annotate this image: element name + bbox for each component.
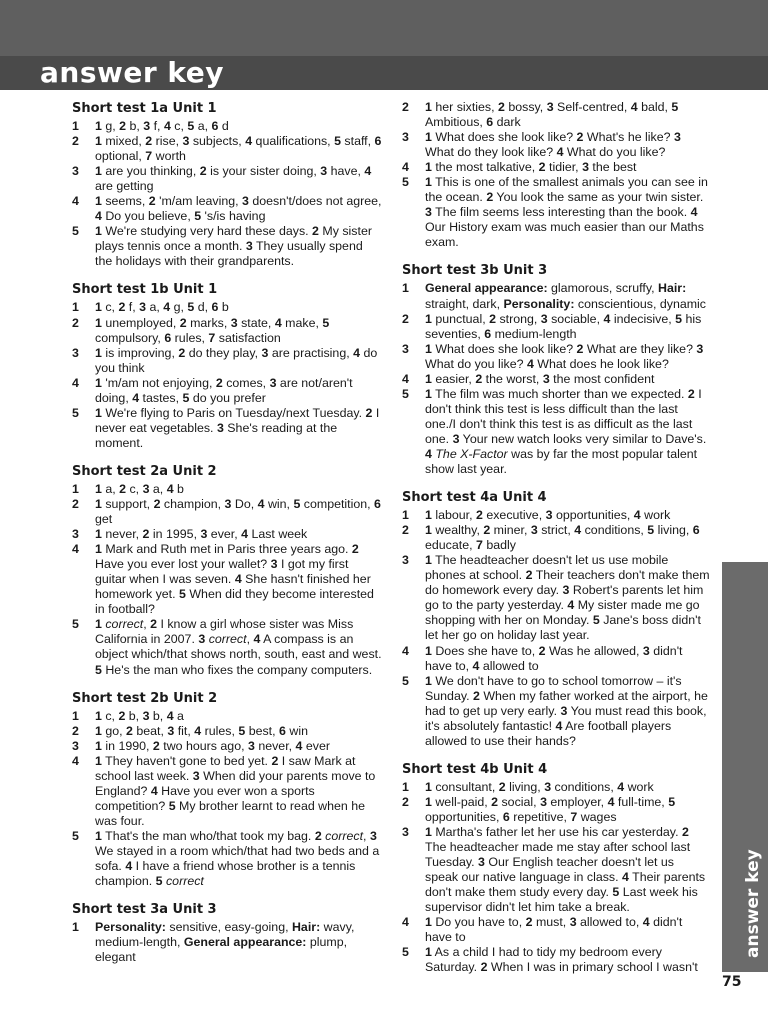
answer-item — [402, 130, 710, 160]
answer-item — [72, 376, 382, 406]
answer-text: 1 What does she look like? 2 What are they like? 3 What do you like? 4 What does he look like? — [425, 341, 704, 371]
exercise-number: 3 — [402, 341, 409, 356]
answer-item — [402, 553, 710, 643]
exercise-number: 5 — [402, 386, 409, 401]
answer-text: 1 punctual, 2 strong, 3 sociable, 4 indecisive, 5 his seventies, 6 medium-length — [425, 311, 702, 341]
answer-text: 1 in 1990, 2 two hours ago, 3 never, 4 ever — [95, 738, 330, 753]
answer-item — [72, 709, 382, 724]
answer-item — [72, 724, 382, 739]
answer-text: 1 They haven't gone to bed yet. 2 I saw Mark at school last week. 3 When did your parents move to England? 4 Have you ever won a sports competition? 5 My brother learnt to read when he was four. — [95, 753, 376, 828]
answer-text: 1 the most talkative, 2 tidier, 3 the best — [425, 160, 637, 175]
exercise-number: 2 — [402, 100, 409, 114]
exercise-number: 1 — [402, 281, 409, 296]
answer-text: 1 c, 2 f, 3 a, 4 g, 5 d, 6 b — [95, 300, 229, 315]
answer-text: 1 'm/am not enjoying, 2 comes, 3 are not/aren't doing, 4 tastes, 5 do you prefer — [95, 375, 353, 405]
answer-text: 1 consultant, 2 living, 3 conditions, 4 work — [425, 779, 654, 794]
top-banner — [0, 0, 768, 56]
answer-item — [72, 119, 382, 134]
exercise-number: 2 — [402, 311, 409, 326]
answer-text: 1 The headteacher doesn't let us use mobile phones at school. 2 Their teachers don't make them do homework every day. 3 Robert's parents let him go to the party yesterday. 4 My sister made me go shopping with her on Monday. 5 Jane's boss didn't let her go on holiday last year. — [425, 553, 710, 643]
answer-item — [402, 644, 710, 674]
exercise-number: 5 — [402, 175, 409, 190]
exercise-number: 4 — [72, 542, 79, 557]
answer-text: 1 a, 2 c, 3 a, 4 b — [95, 481, 184, 496]
answer-section — [402, 489, 710, 749]
answer-text: 1 labour, 2 executive, 3 opportunities, 4 work — [425, 508, 671, 523]
answer-item — [72, 300, 382, 315]
answer-section — [402, 761, 710, 976]
exercise-number: 5 — [402, 673, 409, 688]
exercise-number: 4 — [402, 643, 409, 658]
answer-item — [402, 281, 710, 311]
exercise-number: 2 — [72, 134, 79, 149]
exercise-number: 2 — [72, 723, 79, 738]
answer-item — [402, 795, 710, 825]
exercise-number: 2 — [72, 315, 79, 330]
answer-item — [72, 754, 382, 829]
exercise-number: 5 — [402, 945, 409, 960]
answer-item — [402, 945, 710, 975]
exercise-number: 3 — [72, 738, 79, 753]
answer-text: 1 are you thinking, 2 is your sister doing, 3 have, 4 are getting — [95, 164, 372, 194]
exercise-number: 4 — [72, 375, 79, 390]
answer-text: 1 Martha's father let her use his car yesterday. 2 The headteacher made me stay after school last Tuesday. 3 Our English teacher doesn't let us speak our native language in class. 4 Their parents don't make them study every day. 5 Last week his supervisor didn't let him take a break. — [425, 824, 706, 915]
side-tab-label: answer key — [743, 849, 763, 958]
answer-text: 1 mixed, 2 rise, 3 subjects, 4 qualifications, 5 staff, 6 optional, 7 worth — [95, 134, 382, 164]
section-title: Short test 4a Unit 4 — [402, 490, 547, 506]
header-band — [0, 56, 768, 90]
answer-text: 1 never, 2 in 1995, 3 ever, 4 Last week — [95, 527, 308, 542]
answer-item — [72, 829, 382, 889]
exercise-number: 3 — [72, 164, 79, 179]
answer-item — [402, 387, 710, 477]
answer-item — [402, 825, 710, 915]
answer-item — [72, 482, 382, 497]
answer-text: 1 We're flying to Paris on Tuesday/next Tuesday. 2 I never eat vegetables. 3 She's reading at the moment. — [95, 405, 380, 450]
answer-item — [72, 194, 382, 224]
exercise-number: 3 — [402, 824, 409, 839]
exercise-number: 5 — [72, 405, 79, 420]
section-title: Short test 3a Unit 3 — [72, 902, 217, 918]
answer-item — [72, 316, 382, 346]
exercise-number: 5 — [72, 828, 79, 843]
answer-text: 1 We don't have to go to school tomorrow – it's Sunday. 2 When my father worked at the airport, he had to get up very early. 3 You must read this book, it's absolutely fantastic! 4 Are football players allowed to use their hands? — [425, 673, 708, 748]
exercise-number: 1 — [402, 779, 409, 794]
answer-text: 1 Does she have to, 2 Was he allowed, 3 didn't have to, 4 allowed to — [425, 643, 683, 673]
answer-item — [402, 312, 710, 342]
exercise-number: 4 — [402, 915, 409, 930]
answer-text: Personality: sensitive, easy-going, Hair: wavy, medium-length, General appearance: plump, elegant — [95, 920, 355, 965]
answer-text: General appearance: glamorous, scruffy, Hair: straight, dark, Personality: conscientious, dynamic — [425, 281, 706, 311]
answer-text: 1 easier, 2 the worst, 3 the most confident — [425, 371, 655, 386]
exercise-number: 4 — [402, 371, 409, 386]
answer-item — [72, 739, 382, 754]
answer-item — [72, 134, 382, 164]
section-title: Short test 1b Unit 1 — [72, 282, 218, 298]
exercise-number: 1 — [72, 920, 79, 935]
exercise-number: 4 — [402, 160, 409, 175]
exercise-number: 5 — [72, 617, 79, 632]
answer-text: 1 What does she look like? 2 What's he like? 3 What do they look like? 4 What do you like? — [425, 130, 681, 160]
page-title: answer key — [40, 56, 225, 89]
answer-text: 1 unemployed, 2 marks, 3 state, 4 make, 5 compulsory, 6 rules, 7 satisfaction — [95, 315, 330, 345]
exercise-number: 4 — [72, 753, 79, 768]
answer-item — [402, 175, 710, 250]
answer-text: 1 well-paid, 2 social, 3 employer, 4 full-time, 5 opportunities, 6 repetitive, 7 wages — [425, 794, 676, 824]
side-tab — [722, 562, 768, 972]
answer-text: 1 go, 2 beat, 3 fit, 4 rules, 5 best, 6 win — [95, 723, 308, 738]
section-title: Short test 2a Unit 2 — [72, 463, 217, 479]
exercise-number: 2 — [402, 794, 409, 809]
exercise-number: 1 — [72, 119, 79, 133]
answer-item — [72, 406, 382, 451]
answer-item — [72, 920, 382, 965]
answer-text: 1 g, 2 b, 3 f, 4 c, 5 a, 6 d — [95, 119, 229, 133]
answer-section — [72, 463, 382, 678]
answer-item — [402, 160, 710, 175]
answer-item — [402, 674, 710, 749]
answer-section — [72, 100, 382, 269]
answer-item — [402, 780, 710, 795]
answer-text: 1 We're studying very hard these days. 2 My sister plays tennis once a month. 3 They usually spend the holidays with their grandparents. — [95, 224, 372, 269]
answer-item — [72, 527, 382, 542]
section-title: Short test 2b Unit 2 — [72, 690, 218, 706]
answer-text: 1 support, 2 champion, 3 Do, 4 win, 5 competition, 6 get — [95, 496, 381, 527]
exercise-number: 1 — [402, 508, 409, 523]
section-title: Short test 3b Unit 3 — [402, 263, 548, 279]
answer-item — [402, 100, 710, 130]
answer-item — [72, 346, 382, 376]
answer-text: 1 is improving, 2 do they play, 3 are practising, 4 do you think — [95, 345, 378, 375]
answer-text: 1 her sixties, 2 bossy, 3 Self-centred, 4 bald, 5 Ambitious, 6 dark — [425, 100, 679, 130]
answer-text: 1 That's the man who/that took my bag. 2 correct, 3 We stayed in a room which/that had two beds and a sofa. 4 I have a friend whose brother is a tennis champion. 5 correct — [95, 828, 380, 889]
answer-item — [402, 508, 710, 523]
exercise-number: 2 — [72, 496, 79, 511]
exercise-number: 4 — [72, 194, 79, 209]
exercise-number: 2 — [402, 523, 409, 538]
section-title: Short test 1a Unit 1 — [72, 101, 217, 116]
answer-text: 1 correct, 2 I know a girl whose sister was Miss California in 2007. 3 correct, 4 A compass is an object which/that shows north, south, east and west. 5 He's the man who fixes the company computers. — [95, 617, 382, 677]
right-column — [402, 100, 710, 975]
answer-text: 1 As a child I had to tidy my bedroom every Saturday. 2 When I was in primary school I wasn't — [425, 945, 698, 975]
answer-item — [72, 542, 382, 617]
answer-text: 1 seems, 2 'm/am leaving, 3 doesn't/does not agree, 4 Do you believe, 5 's/is having — [95, 194, 382, 224]
answer-item — [72, 164, 382, 194]
exercise-number: 3 — [72, 527, 79, 542]
answer-item — [402, 915, 710, 945]
answer-item — [72, 617, 382, 677]
answer-item — [402, 342, 710, 372]
section-title: Short test 4b Unit 4 — [402, 761, 548, 777]
left-column — [72, 100, 382, 965]
answer-section — [72, 281, 382, 450]
exercise-number: 3 — [72, 345, 79, 360]
answer-text: 1 wealthy, 2 miner, 3 strict, 4 conditions, 5 living, 6 educate, 7 badly — [425, 523, 700, 553]
answer-text: 1 This is one of the smallest animals you can see in the ocean. 2 You look the same as your twin sister. 3 The film seems less interesting than the book. 4 Our History exam was much easier than our Maths exam. — [425, 175, 708, 250]
answer-text: 1 c, 2 b, 3 b, 4 a — [95, 708, 184, 723]
answer-item — [402, 372, 710, 387]
exercise-number: 1 — [72, 300, 79, 315]
answer-text: 1 Mark and Ruth met in Paris three years ago. 2 Have you ever lost your wallet? 3 I got my first guitar when I was seven. 4 She hasn't finished her homework yet. 5 When did they become interested in football? — [95, 542, 374, 617]
answer-section — [72, 901, 382, 965]
answer-item — [72, 497, 382, 527]
exercise-number: 5 — [72, 224, 79, 239]
exercise-number: 1 — [72, 708, 79, 723]
exercise-number: 3 — [402, 553, 409, 568]
page-number: 75 — [722, 974, 742, 990]
exercise-number: 3 — [402, 130, 409, 145]
exercise-number: 1 — [72, 481, 79, 496]
answer-section — [402, 100, 710, 250]
answer-section — [72, 690, 382, 890]
answer-item — [402, 523, 710, 553]
answer-text: 1 The film was much shorter than we expected. 2 I don't think this test is less difficult than the last one./I don't think this test is as difficult as the last one. 3 Your new watch looks very similar to Dave's. 4 The X-Factor was by far the most popular talent show last year. — [425, 386, 707, 477]
answer-section — [402, 262, 710, 477]
answer-item — [72, 224, 382, 269]
answer-text: 1 Do you have to, 2 must, 3 allowed to, 4 didn't have to — [425, 915, 683, 945]
